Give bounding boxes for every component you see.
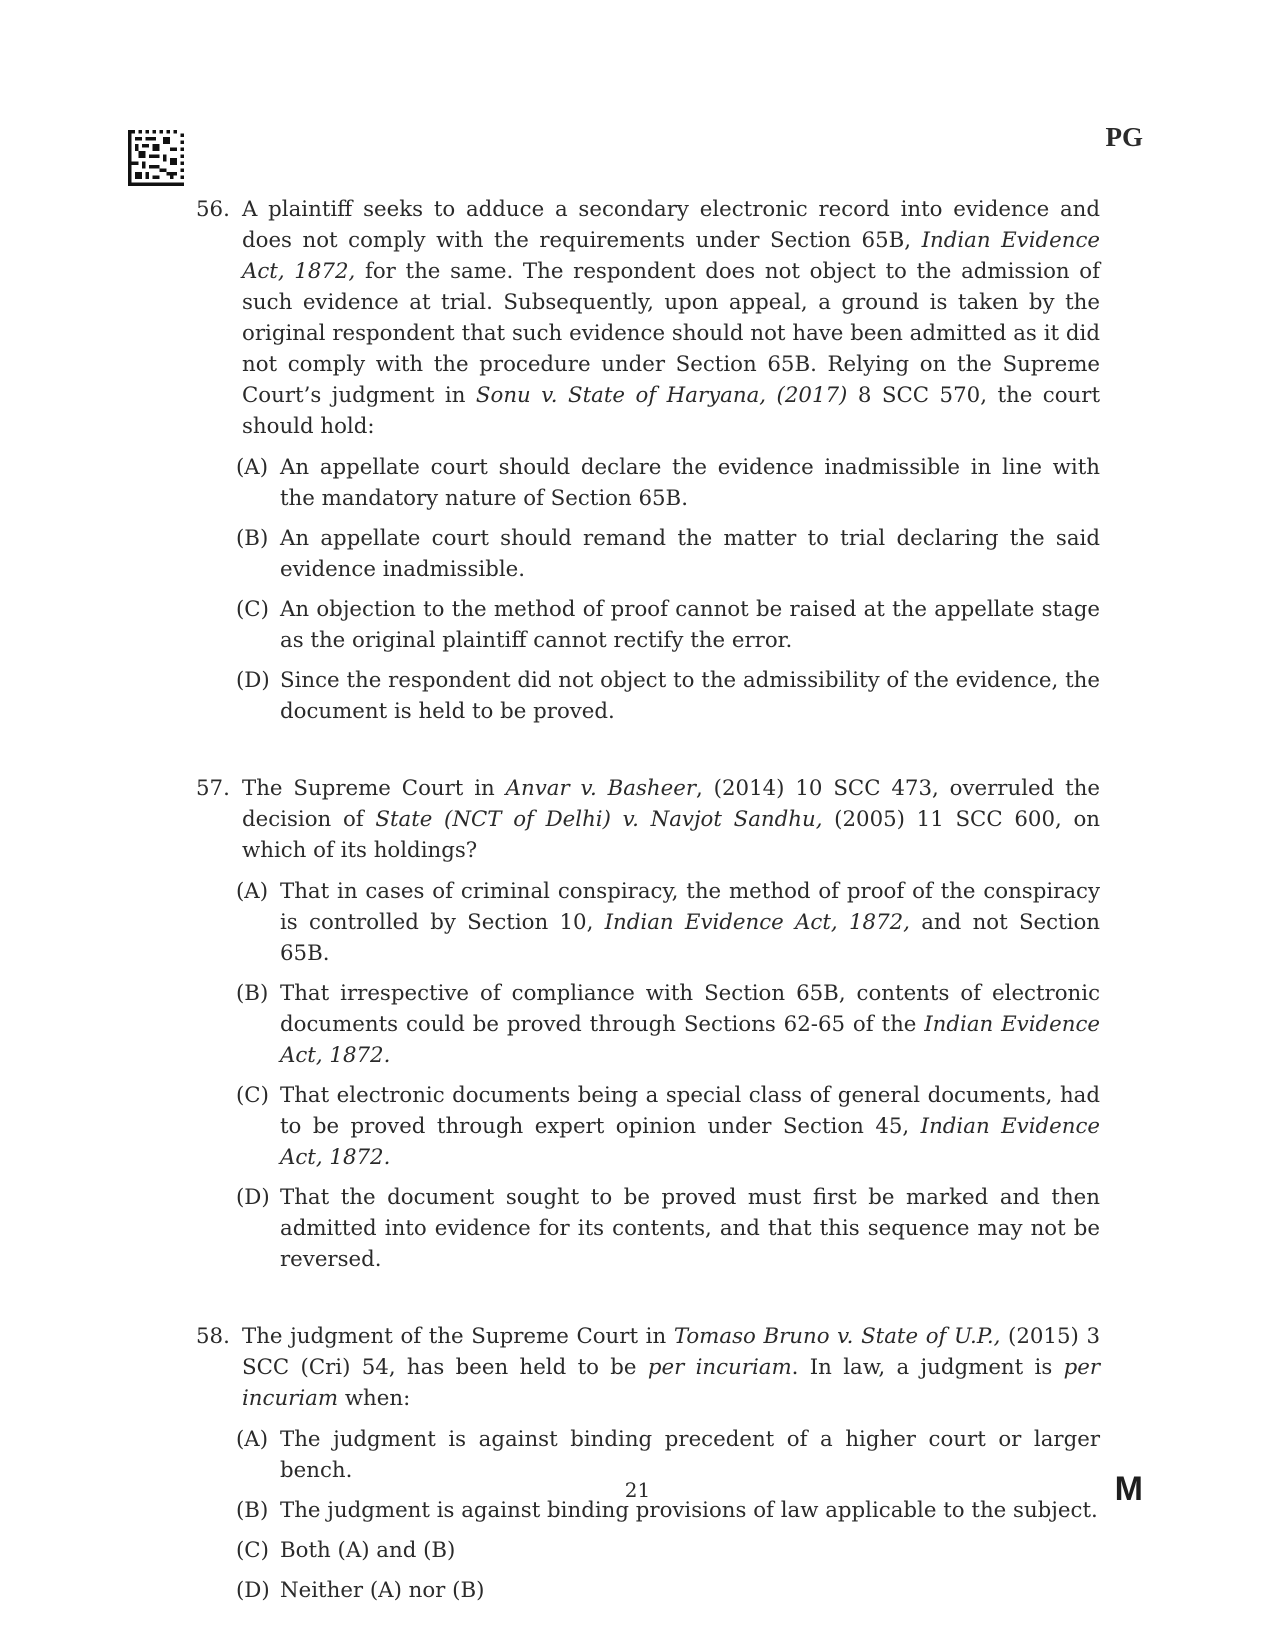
- series-code: PG: [1105, 122, 1143, 152]
- text-run: That the document sought to be proved must first be marked and then admitted into evidence for its contents, and that this sequence may not be reversed.: [280, 1185, 1100, 1272]
- options-list: [236, 876, 1100, 1275]
- option-text: [280, 523, 1100, 585]
- italic-citation: Indian Evidence Act, 1872,: [242, 228, 1100, 284]
- option-text: [280, 594, 1100, 656]
- text-run: The judgment of the Supreme Court in: [242, 1324, 674, 1349]
- option-label: (A): [236, 1427, 268, 1452]
- option-label: (B): [236, 526, 269, 551]
- question-text: [242, 773, 1100, 866]
- question-stem: [196, 1321, 1100, 1414]
- option-text: [280, 1575, 1100, 1606]
- option-a[interactable]: [236, 452, 1100, 514]
- question-58: [196, 1321, 1100, 1606]
- option-d[interactable]: [236, 1575, 1100, 1606]
- option-d[interactable]: [236, 1182, 1100, 1275]
- text-run: Neither (A) nor (B): [280, 1578, 485, 1603]
- italic-citation: Tomaso Bruno v. State of U.P.,: [673, 1324, 1001, 1349]
- question-list: [196, 194, 1100, 1652]
- question-text: [242, 1321, 1100, 1414]
- text-run: The Supreme Court in: [242, 776, 506, 801]
- option-label: (C): [236, 597, 269, 622]
- question-text: [242, 194, 1100, 442]
- text-run: An appellate court should remand the matter to trial declaring the said evidence inadmissible.: [280, 526, 1100, 582]
- text-run: and not Section 65B.: [280, 910, 1100, 966]
- text-run: An objection to the method of proof cannot be raised at the appellate stage as the original plaintiff cannot rectify the error.: [280, 597, 1100, 653]
- options-list: [236, 452, 1100, 727]
- italic-citation: State (NCT of Delhi) v. Navjot Sandhu,: [375, 807, 823, 832]
- option-label: (A): [236, 879, 268, 904]
- text-run: 8 SCC 570, the court should hold:: [242, 383, 1101, 439]
- question-number: 56.: [196, 197, 230, 222]
- option-b[interactable]: [236, 978, 1100, 1071]
- text-run: Both (A) and (B): [280, 1538, 456, 1563]
- options-list: [236, 1424, 1100, 1606]
- option-c[interactable]: [236, 1535, 1100, 1566]
- page-number: 21: [624, 1478, 651, 1502]
- italic-citation: Indian Evidence Act, 1872.: [280, 1114, 1100, 1170]
- question-stem: [196, 194, 1100, 442]
- text-run: for the same. The respondent does not object to the admission of such evidence at trial. Subsequently, upon appeal, a ground is taken by the original respondent that such evidence should not have been admitted as it did not comply with the procedure under Section 65B. Relying on the Supreme Court’s judgment in: [242, 259, 1100, 408]
- text-run: That in cases of criminal conspiracy, the method of proof of the conspiracy is controlled by Section 10,: [280, 879, 1100, 935]
- option-a[interactable]: [236, 1424, 1100, 1486]
- option-label: (D): [236, 1578, 270, 1603]
- option-text: [280, 1535, 1100, 1566]
- option-c[interactable]: [236, 594, 1100, 656]
- text-run: Since the respondent did not object to the admissibility of the evidence, the document is held to be proved.: [280, 668, 1100, 724]
- question-56: [196, 194, 1100, 727]
- text-run: (2005) 11 SCC 600, on which of its holdings?: [242, 807, 1100, 863]
- option-text: [280, 876, 1100, 969]
- option-label: (C): [236, 1538, 269, 1563]
- option-text: [280, 1424, 1100, 1486]
- text-run: when:: [338, 1386, 411, 1411]
- question-number: 57.: [196, 776, 230, 801]
- option-text: [280, 665, 1100, 727]
- option-b[interactable]: [236, 523, 1100, 585]
- italic-citation: Sonu v. State of Haryana, (2017): [475, 383, 848, 408]
- text-run: A plaintiff seeks to adduce a secondary electronic record into evidence and does not comply with the requirements under Section 65B,: [242, 197, 1100, 253]
- question-number: 58.: [196, 1324, 230, 1349]
- italic-citation: Anvar v. Basheer: [505, 776, 697, 801]
- option-label: (A): [236, 455, 268, 480]
- italic-citation: Indian Evidence Act, 1872.: [280, 1012, 1100, 1068]
- italic-citation: Indian Evidence Act, 1872,: [604, 910, 910, 935]
- text-run: (2015) 3 SCC (Cri) 54, has been held to be: [242, 1324, 1101, 1380]
- italic-term: per incuriam: [647, 1355, 792, 1380]
- text-run: That electronic documents being a special class of general documents, had to be proved through expert opinion under Section 45,: [280, 1083, 1100, 1139]
- option-d[interactable]: [236, 665, 1100, 727]
- text-run: The judgment is against binding precedent of a higher court or larger bench.: [280, 1427, 1100, 1483]
- question-stem: [196, 773, 1100, 866]
- italic-term: per incuriam: [242, 1355, 1101, 1411]
- text-run: The judgment is against binding provisions of law applicable to the subject.: [280, 1498, 1098, 1523]
- datamatrix-code-icon: [128, 130, 184, 186]
- option-text: [280, 1080, 1100, 1173]
- option-a[interactable]: [236, 876, 1100, 969]
- text-run: An appellate court should declare the evidence inadmissible in line with the mandatory nature of Section 65B.: [280, 455, 1100, 511]
- question-57: [196, 773, 1100, 1275]
- text-run: . In law, a judgment is: [791, 1355, 1064, 1380]
- option-label: (D): [236, 1185, 270, 1210]
- option-label: (D): [236, 668, 270, 693]
- option-text: [280, 452, 1100, 514]
- option-c[interactable]: [236, 1080, 1100, 1173]
- option-label: (B): [236, 981, 269, 1006]
- option-label: (C): [236, 1083, 269, 1108]
- option-text: [280, 978, 1100, 1071]
- text-run: That irrespective of compliance with Section 65B, contents of electronic documents could be proved through Sections 62-65 of the: [280, 981, 1100, 1037]
- set-code: M: [1114, 1470, 1143, 1508]
- option-text: [280, 1182, 1100, 1275]
- text-run: , (2014) 10 SCC 473, overruled the decision of: [242, 776, 1100, 832]
- option-label: (B): [236, 1498, 269, 1523]
